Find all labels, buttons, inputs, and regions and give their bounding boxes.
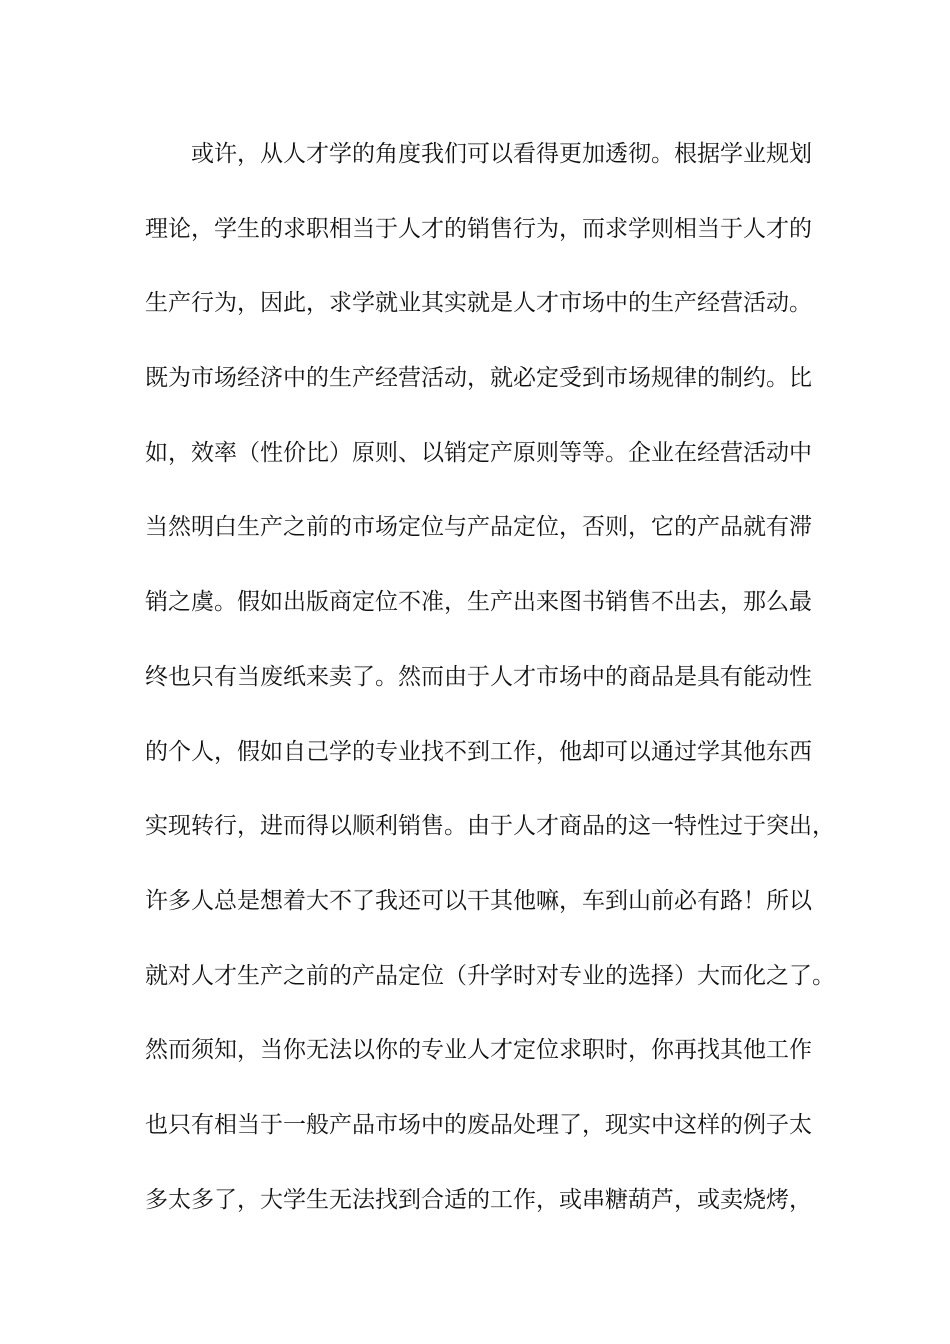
text-line: 理论，学生的求职相当于人才的销售行为，而求学则相当于人才的 (145, 215, 812, 242)
text-line: 或许，从人才学的角度我们可以看得更加透彻。根据学业规划 (191, 141, 812, 167)
text-line: 实现转行，进而得以顺利销售。由于人才商品的这一特性过于突出， (145, 813, 835, 840)
text-line: 如，效率（性价比）原则、以销定产原则等等。企业在经营活动中 (145, 439, 812, 466)
text-line: 当然明白生产之前的市场定位与产品定位，否则，它的产品就有滞 (145, 514, 812, 541)
text-line: 也只有相当于一般产品市场中的废品处理了，现实中这样的例子太 (145, 1111, 812, 1138)
text-line: 的个人，假如自己学的专业找不到工作，他却可以通过学其他东西 (145, 738, 812, 765)
text-line: 既为市场经济中的生产经营活动，就必定受到市场规律的制约。比 (145, 365, 812, 392)
text-line: 销之虞。假如出版商定位不准，生产出来图书销售不出去，那么最 (145, 589, 812, 616)
text-line: 多太多了，大学生无法找到合适的工作，或串糖葫芦，或卖烧烤， (145, 1186, 812, 1213)
text-line: 许多人总是想着大不了我还可以干其他嘛，车到山前必有路！所以 (145, 887, 812, 914)
text-line: 然而须知，当你无法以你的专业人才定位求职时，你再找其他工作 (145, 1037, 812, 1064)
body-paragraph (145, 132, 845, 1252)
text-line: 终也只有当废纸来卖了。然而由于人才市场中的商品是具有能动性 (145, 663, 812, 690)
text-line: 就对人才生产之前的产品定位（升学时对专业的选择）大而化之了。 (145, 962, 835, 989)
text-line: 生产行为，因此，求学就业其实就是人才市场中的生产经营活动。 (145, 290, 812, 317)
